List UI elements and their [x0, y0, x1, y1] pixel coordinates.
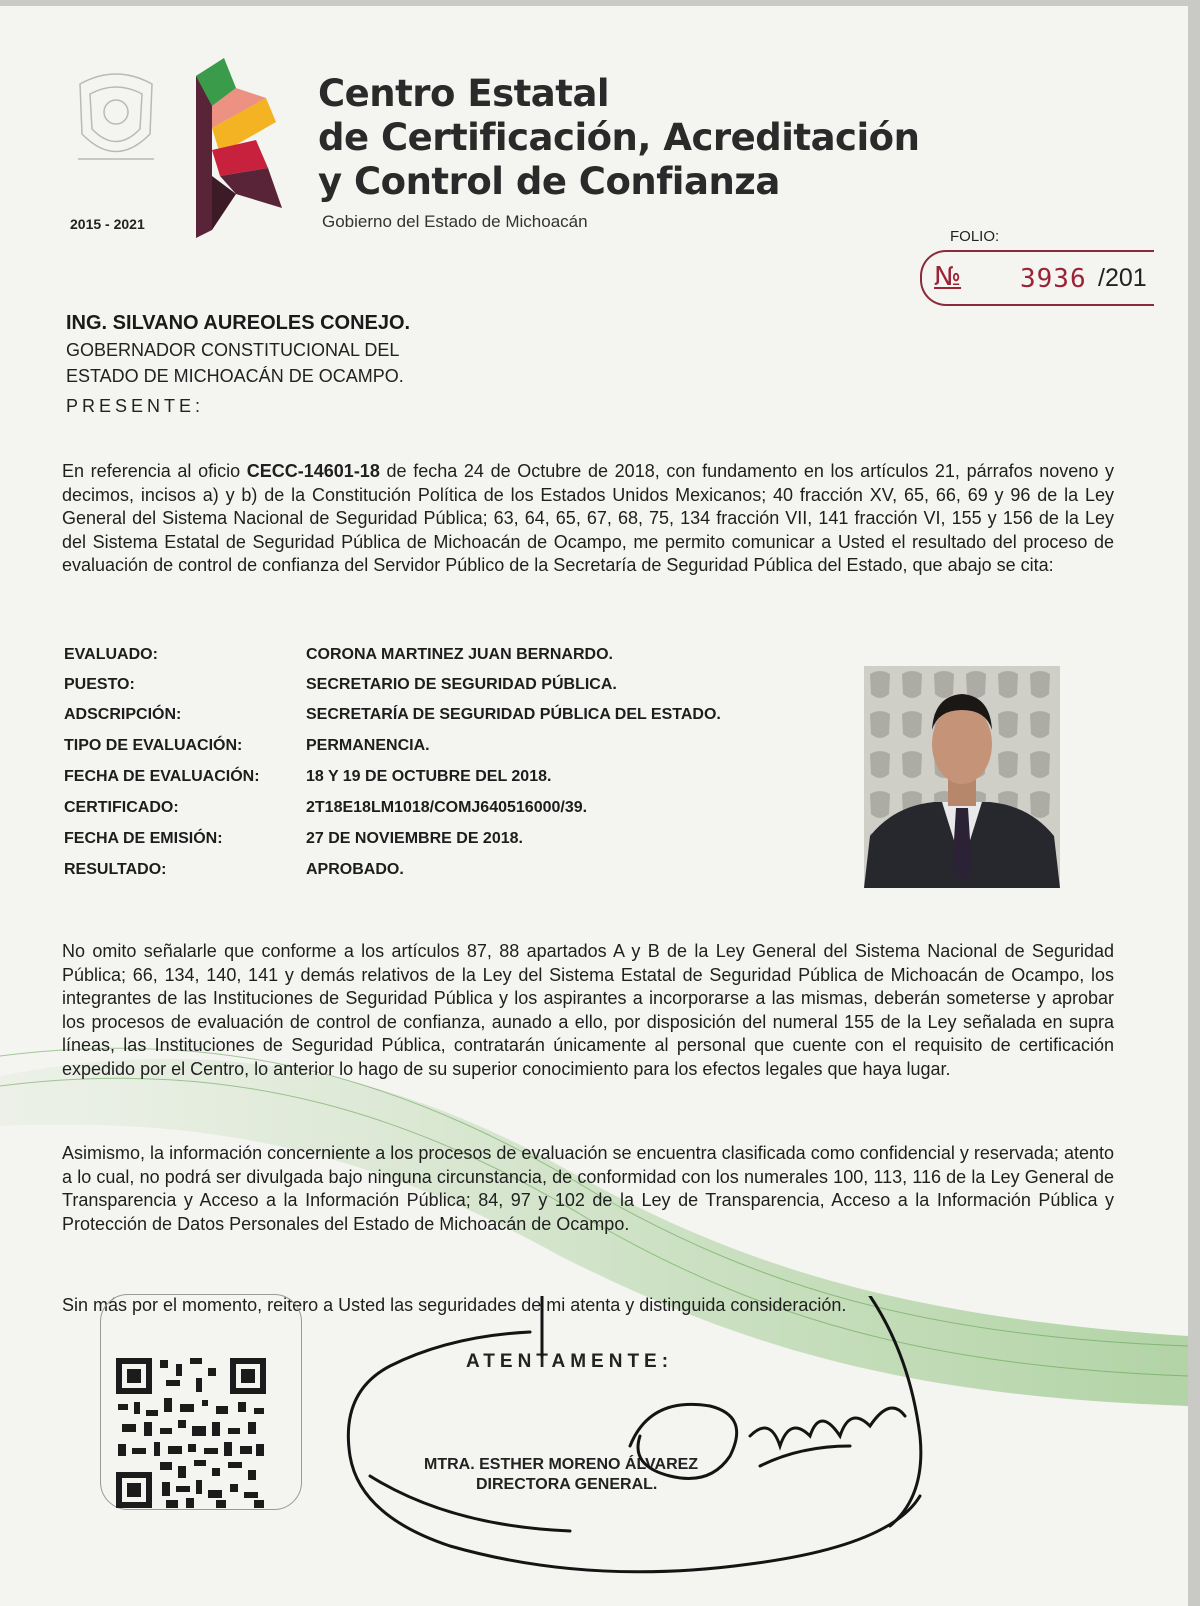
paragraph-confidentiality: Asimismo, la información concerniente a los procesos de evaluación se encuentra clasificada como confidencial y reservada; atento a lo cual, no podrá ser divulgada bajo ninguna circunstancia, de conformidad con los numerales 100, 113, 116 de la Ley General de Transparencia y Acceso a la Información Pública; 84, 97 y 102 de la Ley de Transparencia, Acceso a la Información Pública y Protección de Datos Personales del Estado de Michoacán de Ocampo. [62, 1143, 1114, 1234]
org-subtitle: Gobierno del Estado de Michoacán [322, 212, 588, 231]
evaluation-value: 18 Y 19 DE OCTUBRE DEL 2018. [306, 768, 552, 785]
document-page [0, 6, 1188, 1606]
evaluation-label: FECHA DE EVALUACIÓN: [64, 768, 260, 785]
evaluation-value: 27 DE NOVIEMBRE DE 2018. [306, 830, 523, 847]
evaluation-label: PUESTO: [64, 676, 135, 693]
evaluation-label: TIPO DE EVALUACIÓN: [64, 737, 243, 754]
paragraph-legal-notice: No omito señalarle que conforme a los artículos 87, 88 apartados A y B de la Ley General del Sistema Nacional de Seguridad Pública; 66, 134, 140, 141 y demás relativos de la Ley del Sistema Estatal de Seguridad Pública de Michoacán de Ocampo, los integrantes de las Instituciones de Seguridad Pública y los aspirantes a incorporarse a las mismas, deberán someterse y aprobar los procesos de evaluación de control de confianza, aunado a ello, por disposición del numeral 155 de la Ley señalada en supra líneas, las Instituciones de Seguridad Pública, contratarán únicamente al personal que cuente con el requisito de certificación expedido por el Centro, lo anterior lo hago de su superior conocimiento para los efectos legales que haya lugar. [62, 941, 1114, 1079]
evaluation-value: 2T18E18LM1018/COMJ640516000/39. [306, 799, 588, 816]
signer-title: DIRECTORA GENERAL. [476, 1476, 658, 1493]
state-seal-icon [70, 64, 162, 174]
evaluation-value: SECRETARIO DE SEGURIDAD PÚBLICA. [306, 676, 617, 693]
addressee-name: ING. SILVANO AUREOLES CONEJO. [66, 312, 411, 334]
para1-pre: En referencia al oficio [62, 461, 247, 481]
evaluation-label: FECHA DE EMISIÓN: [64, 830, 223, 847]
cecc-k-logo-icon [196, 58, 292, 238]
signer-name: MTRA. ESTHER MORENO ÁLVAREZ [424, 1456, 699, 1473]
folio-label: FOLIO: [950, 228, 1000, 245]
para1-post: de fecha 24 de Octubre de 2018, con fundamento en los artículos 21, párrafos noveno y decimos, incisos a) y b) de la Constitución Política de los Estados Unidos Mexicanos; 40 fracción XV, 65, 66, 69 y 96 de la Ley General del Sistema Nacional de Seguridad Pública; 63, 64, 65, 67, 68, 75, 134 fracción VII, 141 fracción VI, 155 y 156 de la Ley del Sistema Estatal de Seguridad Pública de Michoacán de Ocampo, me permito comunicar a Usted el resultado del proceso de evaluación de control de confianza del Servidor Público de la Secretaría de Seguridad Pública del Estado, que abajo se cita: [62, 461, 1114, 575]
years-label: 2015 - 2021 [70, 216, 145, 232]
evaluation-value: CORONA MARTINEZ JUAN BERNARDO. [306, 646, 613, 663]
paragraph-reference [62, 460, 1114, 578]
evaluation-value: APROBADO. [306, 861, 404, 878]
folio-number-symbol: № [934, 262, 962, 292]
org-title-line3: y Control de Confianza [318, 160, 780, 203]
org-title-line1: Centro Estatal [318, 72, 610, 115]
qr-code-icon [116, 1358, 266, 1508]
org-title-line2: de Certificación, Acreditación [318, 116, 920, 159]
evaluation-label: EVALUADO: [64, 646, 158, 663]
evaluation-value: PERMANENCIA. [306, 737, 430, 754]
folio-number: 3936 [1020, 264, 1087, 294]
atentamente-label: ATENTAMENTE: [466, 1351, 674, 1372]
addressee-line1: GOBERNADOR CONSTITUCIONAL DEL [66, 340, 400, 360]
closing-line: Sin más por el momento, reitero a Usted las seguridades de mi atenta y distinguida consideración. [62, 1295, 847, 1315]
folio-year-suffix: /201 [1098, 264, 1147, 292]
oficio-reference: CECC-14601-18 [246, 461, 380, 481]
evaluated-person-photo [864, 666, 1060, 888]
evaluation-label: ADSCRIPCIÓN: [64, 706, 182, 723]
handwritten-signature [330, 1296, 950, 1596]
presente-label: PRESENTE: [66, 396, 205, 416]
evaluation-label: CERTIFICADO: [64, 799, 179, 816]
addressee-line2: ESTADO DE MICHOACÁN DE OCAMPO. [66, 366, 404, 386]
evaluation-value: SECRETARÍA DE SEGURIDAD PÚBLICA DEL ESTADO. [306, 706, 721, 723]
org-title [318, 72, 919, 204]
evaluation-label: RESULTADO: [64, 861, 167, 878]
